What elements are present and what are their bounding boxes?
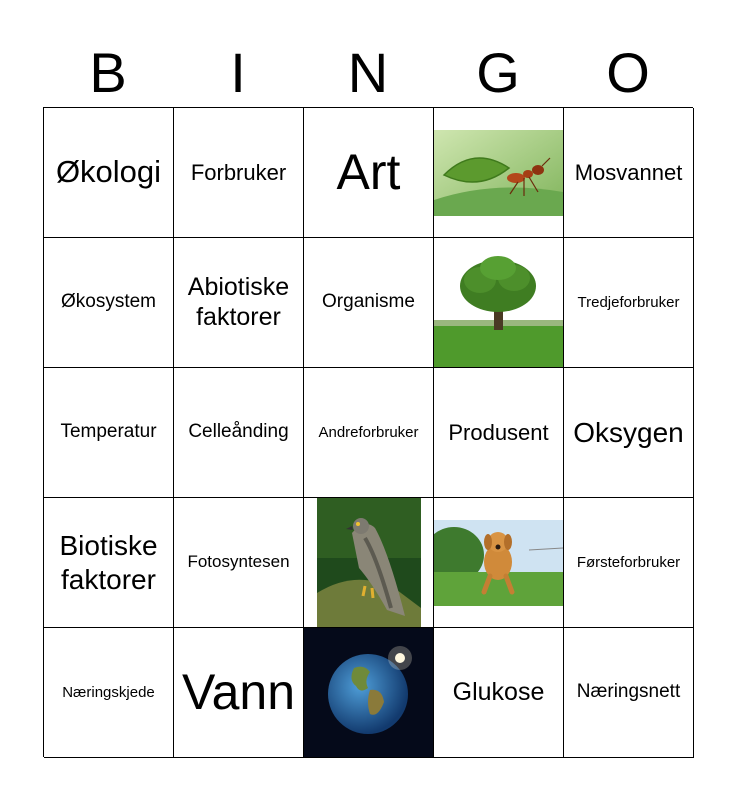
oak-tree-image xyxy=(434,238,563,367)
bingo-cell[interactable] xyxy=(304,238,434,368)
cell-label: Oksygen xyxy=(573,416,684,448)
header-letter-o: O xyxy=(606,41,650,104)
cell-label: Økosystem xyxy=(60,291,157,313)
bingo-cell[interactable] xyxy=(434,238,564,368)
bingo-cell[interactable] xyxy=(304,628,434,758)
bingo-cell[interactable] xyxy=(564,238,694,368)
cell-label: Art xyxy=(336,144,401,200)
header-letter-b: B xyxy=(89,41,127,104)
cell-label: Biotiske faktorer xyxy=(59,530,158,595)
bingo-cell[interactable] xyxy=(174,368,304,498)
cell-label: Celleånding xyxy=(188,421,289,443)
cell-label: Mosvannet xyxy=(574,159,683,185)
earth-image xyxy=(304,628,433,757)
cell-label: Vann xyxy=(181,664,296,720)
header-letter-g: G xyxy=(476,41,520,104)
bingo-cell[interactable] xyxy=(44,108,174,238)
bingo-cell[interactable] xyxy=(434,498,564,628)
header-letter-n: N xyxy=(347,41,389,104)
bingo-board xyxy=(43,107,693,757)
cell-label: Næringsnett xyxy=(576,681,681,703)
bingo-cell[interactable] xyxy=(174,628,304,758)
cell-label: Abiotiske faktorer xyxy=(187,273,290,331)
bingo-header xyxy=(43,40,693,106)
header-letter-i: I xyxy=(230,41,246,104)
hawk-image xyxy=(317,498,421,627)
bingo-cell[interactable] xyxy=(434,108,564,238)
cell-label: Næringskjede xyxy=(62,683,155,701)
cell-label: Økologi xyxy=(55,154,162,190)
cell-label: Fotosyntesen xyxy=(187,552,290,572)
bingo-cell[interactable] xyxy=(564,108,694,238)
ant-on-leaf-image xyxy=(434,130,563,216)
bingo-cell[interactable] xyxy=(434,368,564,498)
cell-label: Førsteforbruker xyxy=(576,553,681,571)
bingo-cell[interactable] xyxy=(564,628,694,758)
bingo-cell[interactable] xyxy=(44,628,174,758)
bingo-cell[interactable] xyxy=(174,498,304,628)
cell-label: Organisme xyxy=(322,291,415,313)
bingo-cell[interactable] xyxy=(304,498,434,628)
bingo-cell[interactable] xyxy=(564,498,694,628)
cell-label: Forbruker xyxy=(190,159,287,185)
bingo-cell[interactable] xyxy=(564,368,694,498)
bingo-cell[interactable] xyxy=(174,238,304,368)
bingo-cell[interactable] xyxy=(44,498,174,628)
bingo-cell[interactable] xyxy=(434,628,564,758)
cell-label: Produsent xyxy=(448,419,549,445)
bingo-cell[interactable] xyxy=(44,238,174,368)
bingo-cell[interactable] xyxy=(304,368,434,498)
cell-label: Andreforbruker xyxy=(318,423,419,441)
bingo-cell[interactable] xyxy=(304,108,434,238)
cell-label: Glukose xyxy=(452,677,545,706)
bingo-cell[interactable] xyxy=(174,108,304,238)
bingo-cell[interactable] xyxy=(44,368,174,498)
cell-label: Tredjeforbruker xyxy=(577,293,680,311)
running-dog-image xyxy=(434,520,563,606)
cell-label: Temperatur xyxy=(60,421,157,443)
